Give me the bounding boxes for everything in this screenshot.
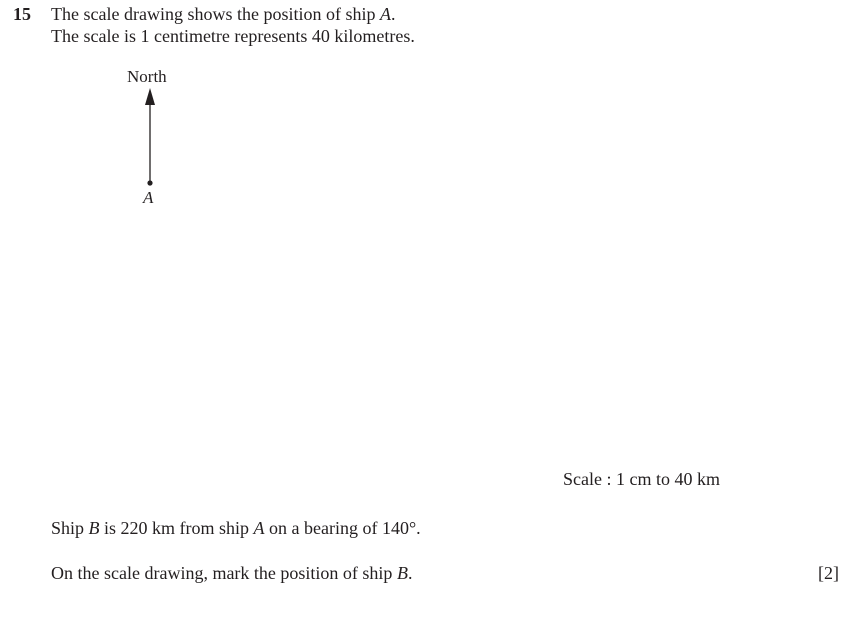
instruction-punctuation: . [407, 563, 413, 583]
statement-text: on a bearing of 140°. [264, 518, 421, 538]
north-label: North [127, 67, 167, 86]
ship-a-label: A [253, 518, 265, 538]
intro-text: The scale drawing shows the position of ship [51, 4, 380, 24]
ship-b-label: B [396, 563, 408, 583]
bearing-statement [51, 518, 421, 539]
ship-a-point [147, 180, 152, 185]
ship-a-label: A [379, 4, 391, 24]
point-a-label: A [143, 188, 154, 207]
instruction-text: On the scale drawing, mark the position of ship [51, 563, 397, 583]
north-arrow-diagram [120, 84, 180, 194]
scale-note: Scale : 1 cm to 40 km [563, 469, 720, 489]
intro-punctuation: . [390, 4, 396, 24]
statement-text: Ship [51, 518, 89, 538]
question-intro-line-1 [51, 4, 395, 25]
ship-b-label: B [88, 518, 100, 538]
question-intro-line-2: The scale is 1 centimetre represents 40 kilometres. [51, 26, 415, 46]
statement-text: is 220 km from ship [99, 518, 254, 538]
marks-allocation: [2] [818, 563, 839, 583]
question-number: 15 [13, 4, 31, 24]
instruction-line [51, 563, 412, 584]
